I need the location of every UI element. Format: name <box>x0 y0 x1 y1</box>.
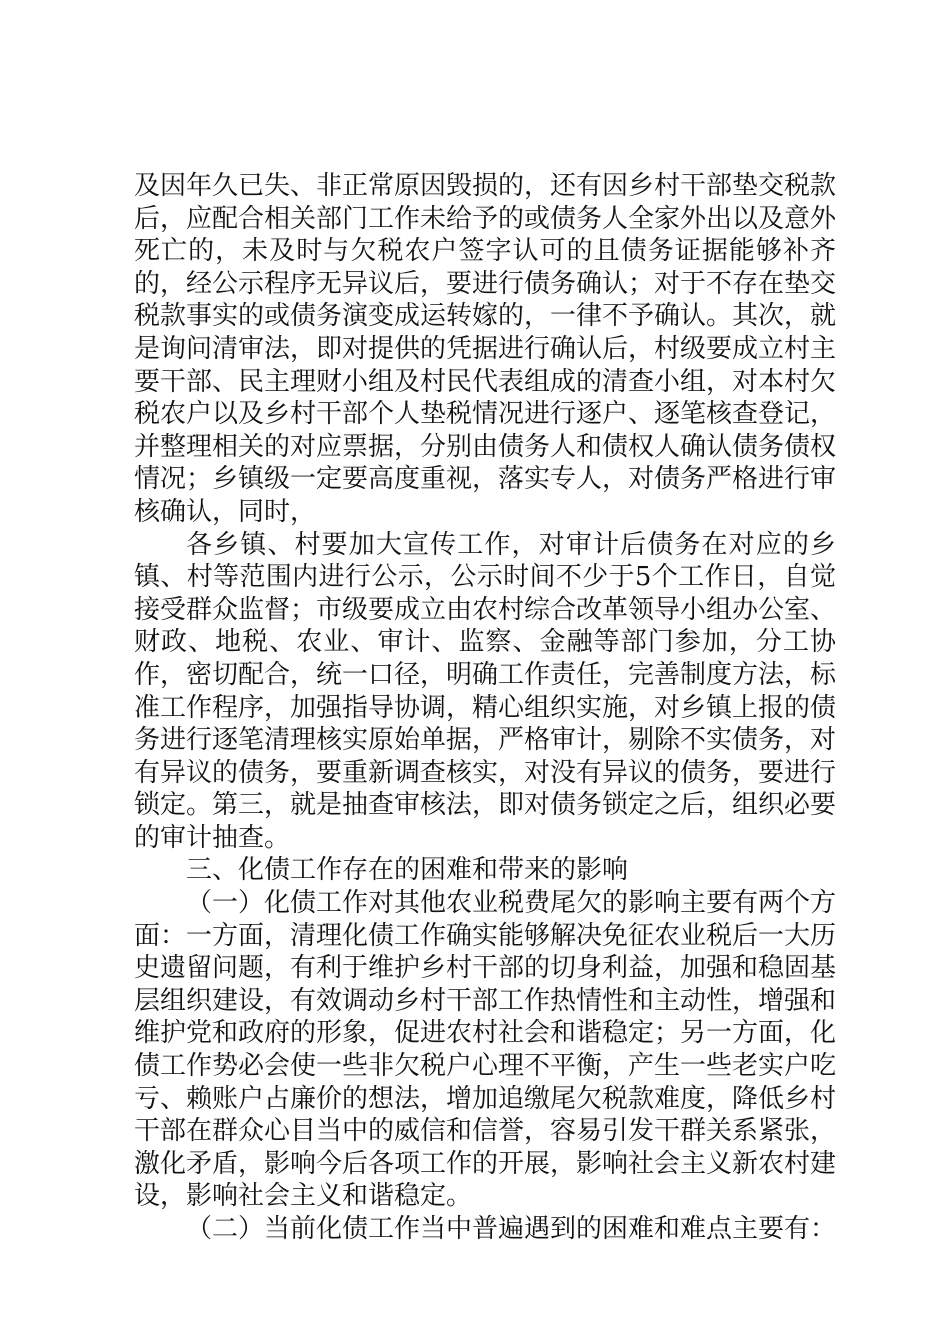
document-body <box>134 170 836 1246</box>
paragraph-impact: （一）化债工作对其他农业税费尾欠的影响主要有两个方面：一方面，清理化债工作确实能够解决免征农业税后一大历史遗留问题，有利于维护乡村干部的切身利益，加强和稳固基层组织建设，有效调动乡村干部工作热情性和主动性，增强和维护党和政府的形象，促进农村社会和谐稳定；另一方面，化债工作势必会使一些非欠税户心理不平衡，产生一些老实户吃亏、赖账户占廉价的想法，增加追缴尾欠税款难度，降低乡村干部在群众心目当中的威信和信誉，容易引发干群关系紧张，激化矛盾，影响今后各项工作的开展，影响社会主义新农村建设，影响社会主义和谐稳定。 <box>134 888 837 1212</box>
section-heading-difficulties: 三、化债工作存在的困难和带来的影响 <box>186 855 629 886</box>
paragraph-publicity-and-audit: 各乡镇、村要加大宣传工作，对审计后债务在对应的乡镇、村等范围内进行公示，公示时间不少于5个工作日，自觉接受群众监督；市级要成立由农村综合改革领导小组办公室、财政、地税、农业、审计、监察、金融等部门参加，分工协作，密切配合，统一口径，明确工作责任，完善制度方法，标准工作程序，加强指导协调，精心组织实施，对乡镇上报的债务进行逐笔清理核实原始单据，严格审计，剔除不实债务，对有异议的债务，要重新调查核实，对没有异议的债务，要进行锁定。第三，就是抽查审核法，即对债务锁定之后，组织必要的审计抽查。 <box>134 529 837 853</box>
paragraph-debt-confirmation: 及因年久已失、非正常原因毁损的，还有因乡村干部垫交税款后，应配合相关部门工作未给予的或债务人全家外出以及意外死亡的，未及时与欠税农户签字认可的且债务证据能够补齐的，经公示程序无异议后，要进行债务确认；对于不存在垫交税款事实的或债务演变成运转嫁的，一律不予确认。其次，就是询问清审法，即对提供的凭据进行确认后，村级要成立村主要干部、民主理财小组及村民代表组成的清查小组，对本村欠税农户以及乡村干部个人垫税情况进行逐户、逐笔核查登记，并整理相关的对应票据，分别由债务人和债权人确认债务债权情况；乡镇级一定要高度重视，落实专人，对债务严格进行审核确认，同时， <box>134 171 837 527</box>
paragraph-difficulties-intro: （二）当前化债工作当中普遍遇到的困难和难点主要有： <box>186 1214 837 1244</box>
